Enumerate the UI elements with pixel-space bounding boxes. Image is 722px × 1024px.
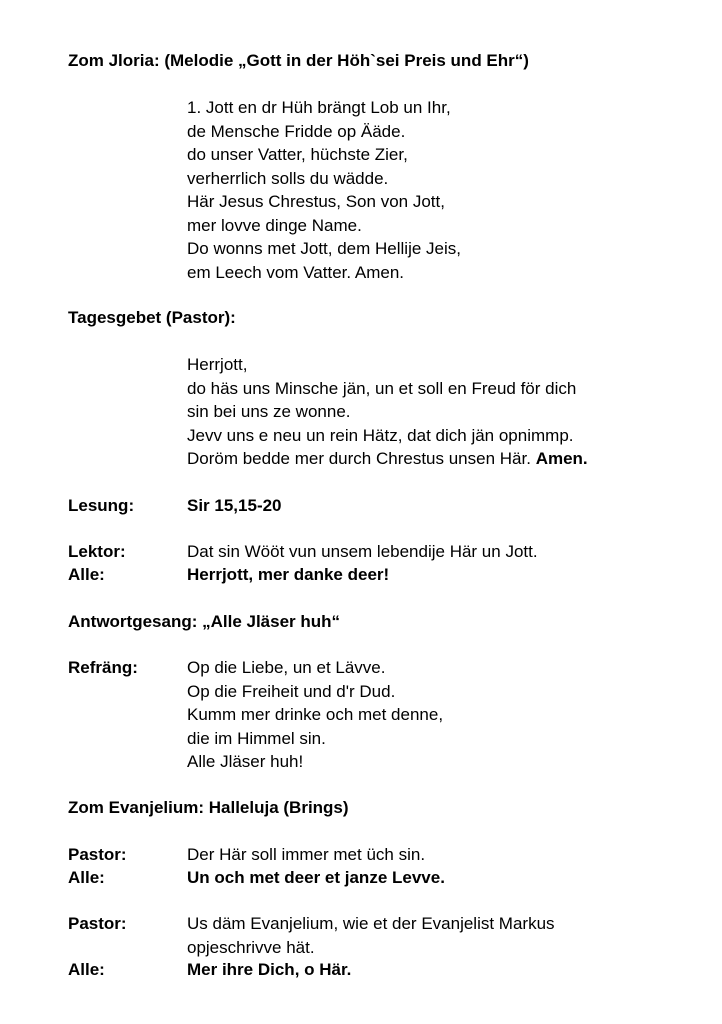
prayer-line-last	[187, 447, 588, 471]
lyric-line: Alle Jläser huh!	[187, 752, 304, 771]
lesung-label: Lesung:	[68, 496, 135, 515]
gloria-verse	[187, 96, 461, 284]
pastor-announcement	[187, 912, 555, 959]
pastor-label: Pastor:	[68, 914, 127, 933]
tagesgebet-heading: Tagesgebet (Pastor):	[68, 308, 236, 327]
verse-line: Do wonns met Jott, dem Hellije Jeis,	[187, 239, 461, 258]
gloria-heading: Zom Jloria: (Melodie „Gott in der Höh`sei Preis und Ehr“)	[68, 51, 529, 70]
lyric-line: Op die Liebe, un et Lävve.	[187, 658, 386, 677]
antwortgesang-heading: Antwortgesang: „Alle Jläser huh“	[68, 612, 341, 631]
lyric-line: Op die Freiheit und d'r Dud.	[187, 681, 396, 701]
lektor-text: Dat sin Wööt vun unsem lebendije Här un Jott.	[187, 542, 538, 561]
prayer-line: do häs uns Minsche jän, un et soll en Freud för dich	[187, 378, 577, 398]
prayer-line: sin bei uns ze wonne.	[187, 402, 351, 421]
amen-text: Amen.	[535, 449, 588, 468]
alle-text: Mer ihre Dich, o Här.	[187, 960, 352, 979]
prayer-line: Herrjott,	[187, 355, 248, 374]
refrain-lyrics	[187, 656, 443, 774]
pastor-line: Us däm Evanjelium, wie et der Evanjelist Markus	[187, 914, 555, 933]
alle-text: Un och met deer et janze Levve.	[187, 868, 445, 887]
pastor-text: Der Här soll immer met üch sin.	[187, 845, 426, 864]
verse-line: mer lovve dinge Name.	[187, 215, 362, 235]
lesung-reference: Sir 15,15-20	[187, 496, 282, 515]
verse-line: verherrlich solls du wädde.	[187, 168, 389, 188]
verse-line: em Leech vom Vatter. Amen.	[187, 262, 405, 282]
alle-label: Alle:	[68, 868, 105, 887]
alle-text: Herrjott, mer danke deer!	[187, 565, 390, 584]
lyric-line: Kumm mer drinke och met denne,	[187, 705, 444, 724]
verse-line: de Mensche Fridde op Ääde.	[187, 121, 406, 141]
alle-label: Alle:	[68, 565, 105, 584]
refrain-label: Refräng:	[68, 658, 138, 677]
pastor-label: Pastor:	[68, 845, 127, 864]
evangelium-heading: Zom Evanjelium: Halleluja (Brings)	[68, 798, 349, 817]
pastor-line: opjeschrivve hät.	[187, 937, 315, 957]
lektor-label: Lektor:	[68, 542, 126, 561]
alle-label: Alle:	[68, 960, 105, 979]
tagesgebet-prayer	[187, 353, 588, 471]
verse-line: do unser Vatter, hüchste Zier,	[187, 145, 408, 164]
verse-line: Här Jesus Chrestus, Son von Jott,	[187, 192, 445, 211]
prayer-last-text: Doröm bedde mer durch Chrestus unsen Här.	[187, 449, 531, 468]
prayer-line: Jevv uns e neu un rein Hätz, dat dich jän opnimmp.	[187, 425, 574, 445]
lyric-line: die im Himmel sin.	[187, 728, 326, 748]
verse-line: 1. Jott en dr Hüh brängt Lob un Ihr,	[187, 98, 451, 117]
